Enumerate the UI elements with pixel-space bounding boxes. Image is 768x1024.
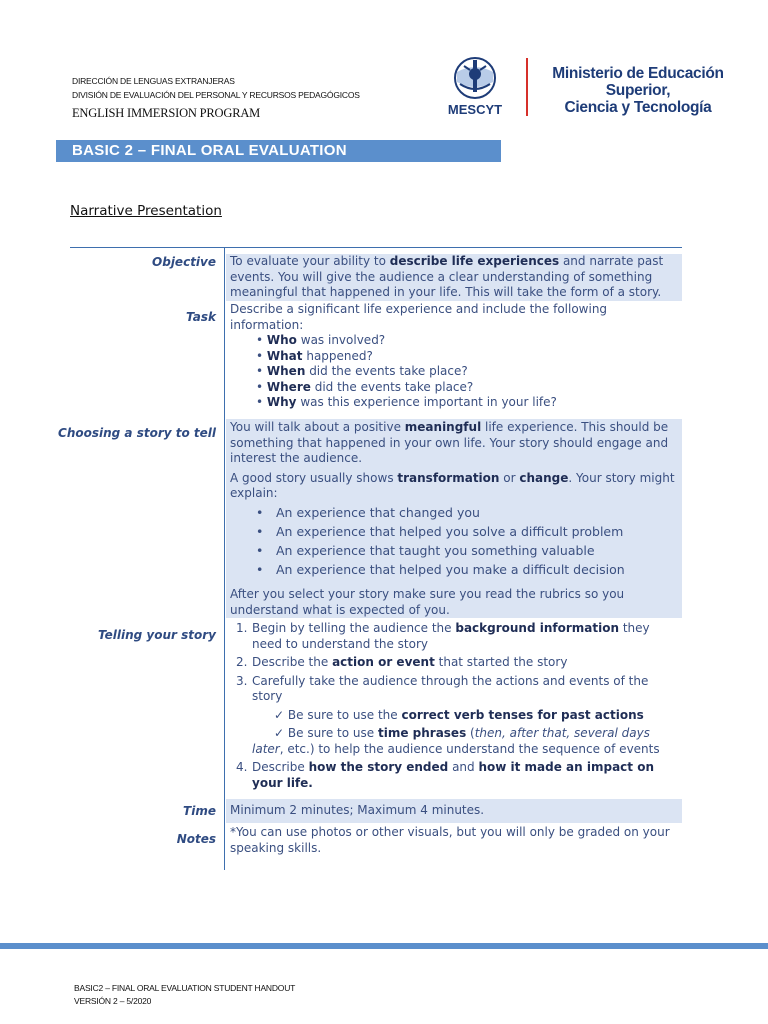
list-item: • What happened? (256, 348, 373, 363)
checkmark-icon: ✓ (274, 726, 285, 740)
label-objective: Objective (152, 255, 216, 269)
table-column-divider (224, 248, 225, 870)
logo-text: MESCYT (447, 102, 503, 117)
step-1: 1. Begin by telling the audience the background information they need to understand the story (236, 621, 650, 651)
step-2: 2. Describe the action or event that started the story (236, 655, 568, 669)
header-program: ENGLISH IMMERSION PROGRAM (72, 106, 261, 120)
task-question-list (230, 333, 678, 411)
mescyt-logo (440, 54, 510, 120)
story-examples-list (230, 505, 678, 578)
checkmark-icon: ✓ (274, 707, 285, 722)
list-item: • Where did the events take place? (256, 379, 474, 394)
label-task: Task (186, 310, 216, 324)
label-notes: Notes (176, 832, 216, 846)
table-top-border (70, 247, 682, 248)
list-item: • An experience that helped you make a difficult decision (230, 562, 678, 578)
choosing-paragraph-1: You will talk about a positive meaningful life experience. This should be something that happened in your own life. Your story should engage and interest the audience. (230, 420, 669, 465)
page-title: BASIC 2 – FINAL ORAL EVALUATION (72, 142, 347, 159)
choosing-paragraph-3: After you select your story make sure you read the rubrics so you understand what is expected of you. (230, 587, 625, 617)
label-choosing-story: Choosing a story to tell (58, 426, 216, 440)
cell-objective: To evaluate your ability to describe life experiences and narrate past events. You will give the audience a clear understanding of something meaningful that happened in your life. This will take the form of a story. (226, 254, 682, 301)
cell-time: Minimum 2 minutes; Maximum 4 minutes. (226, 799, 682, 823)
header-division: DIVISIÓN DE EVALUACIÓN DEL PERSONAL Y RECURSOS PEDAGÓGICOS (72, 90, 360, 100)
list-item: • An experience that helped you solve a difficult problem (230, 524, 678, 540)
title-banner (56, 140, 501, 162)
logo-separator (526, 58, 528, 116)
label-time: Time (183, 804, 216, 818)
list-item: • An experience that changed you (230, 505, 678, 521)
cell-notes: *You can use photos or other visuals, but you will only be graded on your speaking skills. (230, 825, 670, 855)
footer-bar (0, 943, 768, 949)
footer-handout: BASIC2 – FINAL ORAL EVALUATION STUDENT HANDOUT (74, 983, 296, 993)
list-item: • Who was involved? (256, 333, 386, 347)
footer-version: VERSIÓN 2 – 5/2020 (74, 996, 152, 1006)
label-telling-story: Telling your story (98, 628, 216, 642)
tip-verb-tenses: ✓ Be sure to use the correct verb tenses for past actions (274, 707, 644, 722)
cell-task (226, 302, 682, 411)
tip-time-phrases: ✓ Be sure to use time phrases (then, after that, several days later, etc.) to help the audience understand the sequence of events (252, 726, 660, 756)
step-3: 3. Carefully take the audience through the actions and events of the story (236, 673, 649, 703)
choosing-paragraph-2: A good story usually shows transformation or change. Your story might explain: (230, 470, 675, 500)
cell-choosing-story (226, 419, 682, 618)
header-department: DIRECCIÓN DE LENGUAS EXTRANJERAS (72, 76, 235, 86)
task-intro: Describe a significant life experience and include the following information: (230, 302, 608, 332)
step-4: 4. Describe how the story ended and how it made an impact on your life. (236, 760, 654, 790)
ministry-line-1: Ministerio de Educación Superior, (552, 65, 724, 99)
list-item: • When did the events take place? (256, 364, 468, 378)
list-item: • An experience that taught you something valuable (230, 543, 678, 559)
list-item: • Why was this experience important in your life? (256, 395, 557, 409)
cell-telling-story (226, 621, 678, 791)
ministry-line-2: Ciencia y Tecnología (564, 99, 712, 116)
ministry-name (538, 65, 738, 116)
section-subtitle: Narrative Presentation (70, 203, 222, 219)
